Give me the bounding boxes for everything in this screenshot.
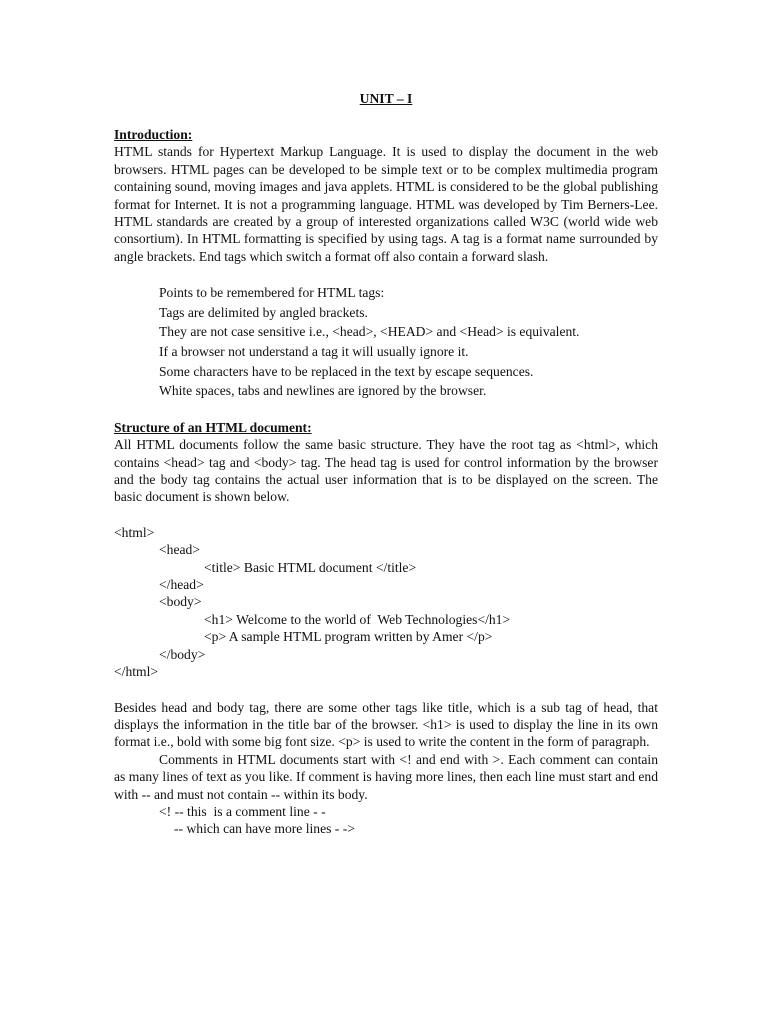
introduction-paragraph: HTML stands for Hypertext Markup Language. It is used to display the document in the web browsers. HTML pages can be developed to be simple text or to be complex multimedia program containing sound, moving images and java applets. HTML is considered to be the global publishing format for Internet. It is not a programming language. HTML was developed by Tim Berners-Lee. HTML standards are created by a group of interested organizations called W3C (world wide web consortium). In HTML formatting is specified by using tags. A tag is a format name surrounded by angle brackets. End tags which switch a format off also contain a forward slash. <box>114 144 658 264</box>
list-item: White spaces, tabs and newlines are ignored by the browser. <box>159 383 487 399</box>
code-line: <head> <box>159 542 200 558</box>
code-line: <title> Basic HTML document </title> <box>204 559 417 575</box>
points-intro: Points to be remembered for HTML tags: <box>159 285 385 301</box>
comment-example <box>114 803 658 838</box>
comment-line: -- which can have more lines - -> <box>174 821 355 837</box>
structure-paragraph: All HTML documents follow the same basic structure. They have the root tag as <html>, which contains <head> tag and <body> tag. The head tag is used for control information by the browser and the body tag contains the actual user information that is to be displayed on the screen. The basic document is shown below. <box>114 437 658 505</box>
unit-title: UNIT – I <box>359 91 413 106</box>
code-line: </head> <box>159 577 204 593</box>
code-line: <p> A sample HTML program written by Amer </p> <box>204 629 493 645</box>
code-line: <body> <box>159 594 202 610</box>
html-tag-points-list <box>159 283 658 401</box>
structure-heading: Structure of an HTML document: <box>114 419 312 435</box>
list-item: If a browser not understand a tag it will usually ignore it. <box>159 344 469 360</box>
document-page <box>114 90 658 838</box>
code-line: <h1> Welcome to the world of Web Technologies</h1> <box>204 611 511 627</box>
code-line: <html> <box>114 524 155 540</box>
introduction-heading: Introduction: <box>114 127 193 142</box>
html-code-example <box>114 524 658 681</box>
list-item: Some characters have to be replaced in the text by escape sequences. <box>159 363 534 379</box>
code-line: </body> <box>159 646 206 662</box>
code-line: </html> <box>114 664 159 680</box>
besides-paragraph: Besides head and body tag, there are some other tags like title, which is a sub tag of head, that displays the information in the title bar of the browser. <h1> is used to display the line in its own format i.e., bold with some big font size. <p> is used to write the content in the form of paragraph. <box>114 699 658 750</box>
comment-line: <! -- this is a comment line - - <box>159 803 326 819</box>
list-item: They are not case sensitive i.e., <head>, <HEAD> and <Head> is equivalent. <box>159 324 580 340</box>
comments-paragraph: Comments in HTML documents start with <! and end with >. Each comment can contain as many lines of text as you like. If comment is having more lines, then each line must start and end with -- and must not contain -- within its body. <box>114 751 658 802</box>
list-item: Tags are delimited by angled brackets. <box>159 304 368 320</box>
